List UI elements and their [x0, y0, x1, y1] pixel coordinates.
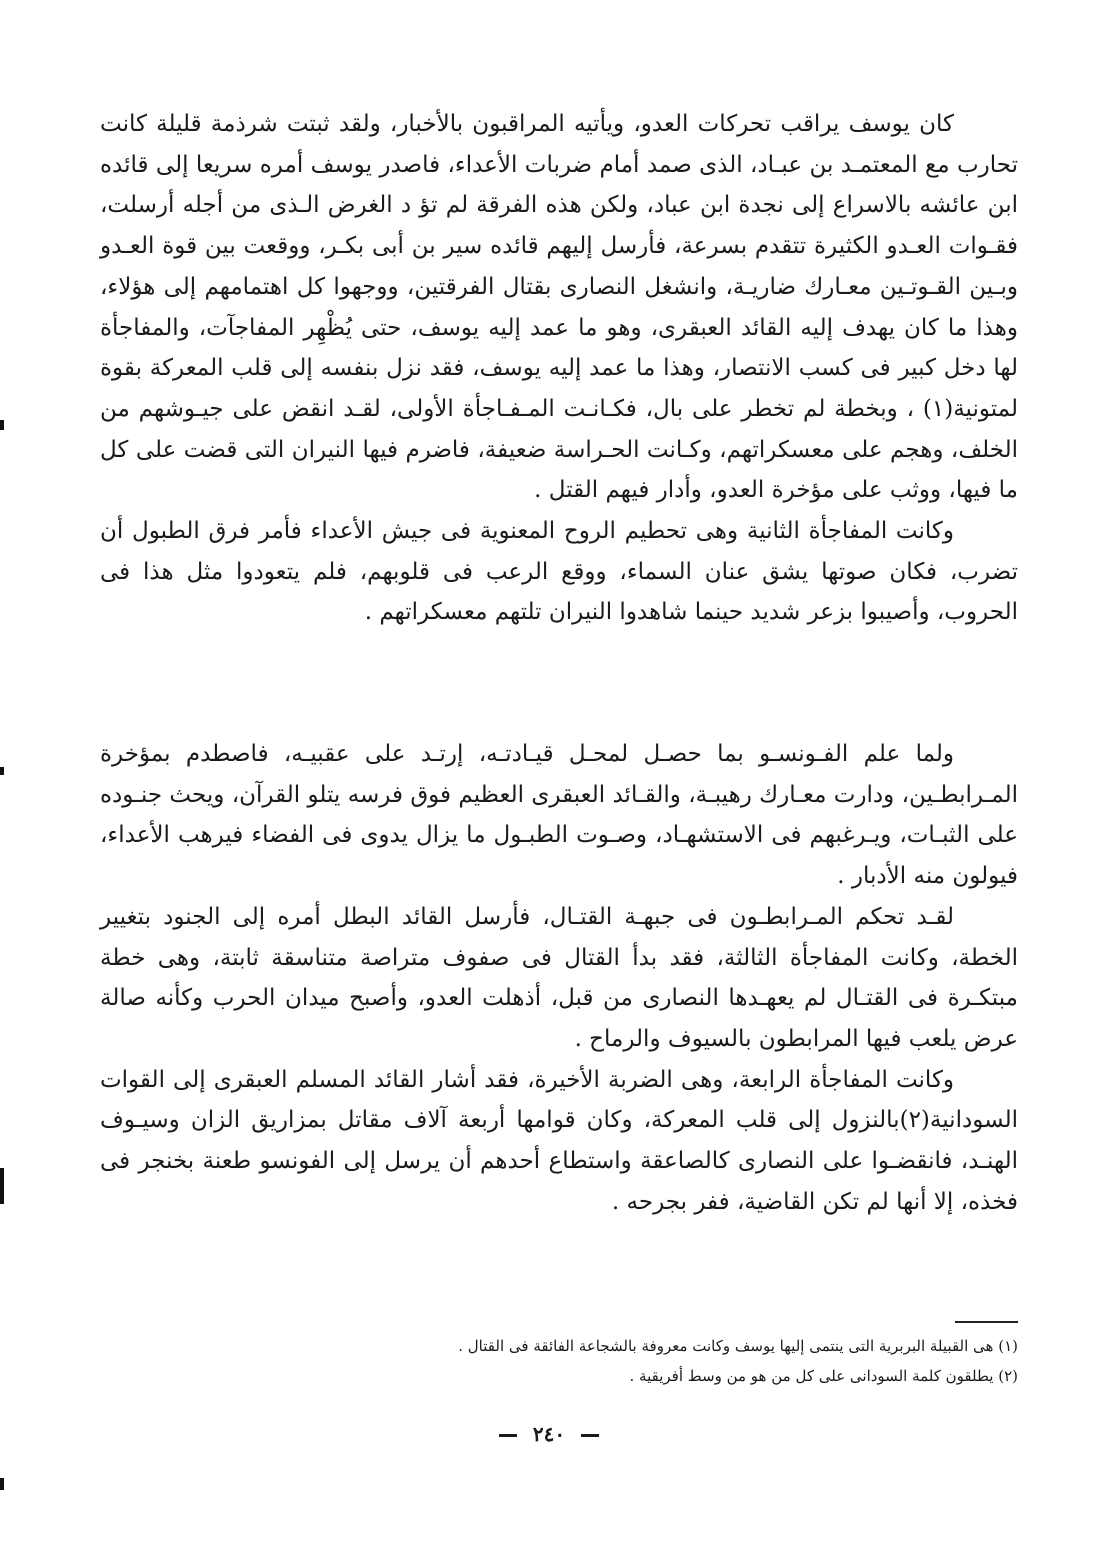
paragraph: وكانت المفاجأة الرابعة، وهى الضربة الأخيرة، فقد أشار القائد المسلم العبقرى إلى القوات السودانية(٢)بالنزول إلى قلب المعركة، وكان قوامها أربعة آلاف مقاتل بمزاريق الزان وسيـوف الهنـد، فانقضـوا على النصارى كالصاعقة واستطاع أحدهم أن يرسل إلى الفونسو طعنة بخنجر فى فخذه، إلا أنها لم تكن القاضية، ففر بجرحه . [100, 1066, 1018, 1215]
page-number-footer [0, 1422, 1098, 1446]
footnote-separator [955, 1321, 1018, 1323]
dash-ornament [581, 1434, 599, 1437]
dash-ornament [499, 1434, 517, 1437]
scan-edge-mark [0, 1168, 4, 1204]
main-text-block-2 [100, 734, 1018, 1222]
footnote: (٢) يطلقون كلمة السودانى على كل من هو من وسط أفريقية . [629, 1367, 1018, 1385]
paragraph: ولما علم الفـونسـو بما حصـل لمحـل قيـادتـه، إرتـد على عقبيـه، فاصطدم بمؤخرة المـرابطـين، ودارت معـارك رهيبـة، والقـائد العبقرى العظيم فوق فرسه يتلو القرآن، ويحث جنـوده على الثبـات، ويـرغبهم فى الاستشهـاد، وصـوت الطبـول ما يزال يدوى فى الفضاء فيرهب الأعداء، فيولون منه الأدبار . [100, 741, 1018, 890]
scan-edge-mark [0, 1478, 4, 1490]
page-number: ٢٤٠ [532, 1422, 566, 1446]
scan-edge-mark [0, 767, 4, 775]
paragraph: لقـد تحكم المـرابطـون فى جبهـة القتـال، فأرسل القائد البطل أمره إلى الجنود بتغيير الخطة، وكانت المفاجأة الثالثة، فقد بدأ القتال فى صفوف متراصة متناسقة ثابتة، وهى خطة مبتكـرة فى القتـال لم يعهـدها النصارى من قبل، أذهلت العدو، وأصبح ميدان الحرب وكأنه صالة عرض يلعب فيها المرابطون بالسيوف والرماح . [100, 903, 1018, 1052]
footnote: (١) هى القبيلة البربرية التى ينتمى إليها يوسف وكانت معروفة بالشجاعة الفائقة فى القتال . [458, 1337, 1018, 1355]
scan-edge-mark [0, 420, 4, 430]
paragraph: كان يوسف يراقب تحركات العدو، ويأتيه المراقبون بالأخبار، ولقد ثبتت شرذمة قليلة كانت تحارب مع المعتمـد بن عبـاد، الذى صمد أمام ضربات الأعداء، فاصدر يوسف أمره سريعا إلى قائده ابن عائشه بالاسراع إلى نجدة ابن عباد، ولكن هذه الفرقة لم تؤ د الغرض الـذى من أجله أرسلت، فقـوات العـدو الكثيرة تتقدم بسرعة، فأرسل إليهم قائده سير بن أبى بكـر، ووقعت بين قوة العـدو وبـين القـوتـين معـارك ضاريـة، وانشغل النصارى بقتال الفرقتين، ووجهوا كل اهتمامهم إلى هؤلاء، وهذا ما كان يهدف إليه القائد العبقرى، وهو ما عمد إليه يوسف، حتى يُظْهِر المفاجآت، والمفاجأة لها دخل كبير فى كسب الانتصار، وهذا ما عمد إليه يوسف، فقد نزل بنفسه إلى قلب المعركة بقوة لمتونية(١) ، وبخطة لم تخطر على بال، فكـانـت المـفـاجأة الأولى، لقـد انقض على جيـوشهم من الخلف، وهجم على معسكراتهم، وكـانت الحـراسة ضعيفة، فاضرم فيها النيران التى قضت على كل ما فيها، ووثب على مؤخرة العدو، وأدار فيهم القتل . [100, 111, 1018, 504]
main-text-block-1 [100, 104, 1018, 633]
footnotes [100, 1331, 1018, 1391]
paragraph: وكانت المفاجأة الثانية وهى تحطيم الروح المعنوية فى جيش الأعداء فأمر فرق الطبول أن تضرب، فكان صوتها يشق عنان السماء، ووقع الرعب فى قلوبهم، فلم يتعودوا مثل هذا فى الحروب، وأصيبوا بزعر شديد حينما شاهدوا النيران تلتهم معسكراتهم . [100, 518, 1018, 626]
